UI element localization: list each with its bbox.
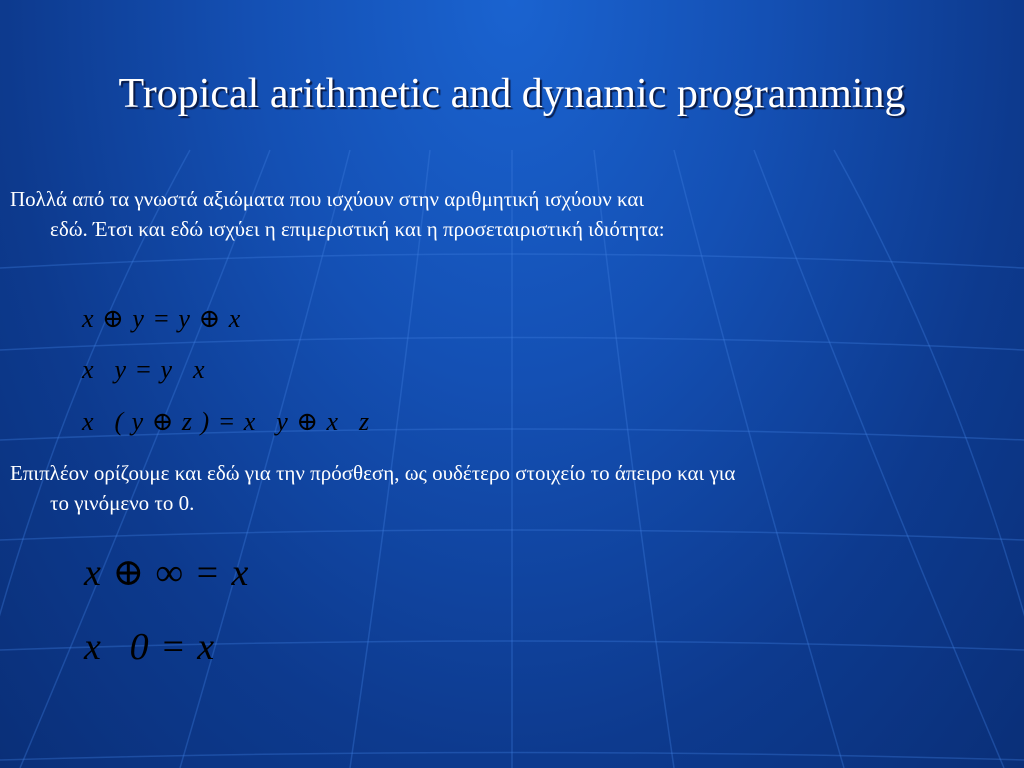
paragraph-neutral-elements-line1: Επιπλέον ορίζουμε και εδώ για την πρόσθεση, ως ουδέτερο στοιχείο το άπειρο και για — [10, 461, 736, 485]
paragraph-axioms-line1: Πολλά από τα γνωστά αξιώματα που ισχύουν στην αριθμητική ισχύουν και — [10, 187, 645, 211]
equation-distributive: x ( y ⊕ z ) = x y ⊕ x z — [82, 407, 371, 436]
slide-title: Tropical arithmetic and dynamic programming — [118, 71, 906, 117]
equation-additive-identity: x ⊕ ∞ = x — [84, 552, 250, 594]
equation-multiplicative-identity: x 0 = x — [84, 626, 216, 668]
paragraph-neutral-elements-line2: το γινόμενο το 0. — [50, 491, 195, 515]
paragraph-axioms-line2: εδώ. Έτσι και εδώ ισχύει η επιμεριστική και η προσεταιριστική ιδιότητα: — [50, 217, 665, 241]
equation-commutative-tropical-product: x y = y x — [82, 355, 206, 384]
paragraph-neutral-elements — [10, 458, 910, 518]
equation-commutative-tropical-sum: x ⊕ y = y ⊕ x — [82, 304, 242, 333]
paragraph-axioms — [10, 184, 910, 244]
